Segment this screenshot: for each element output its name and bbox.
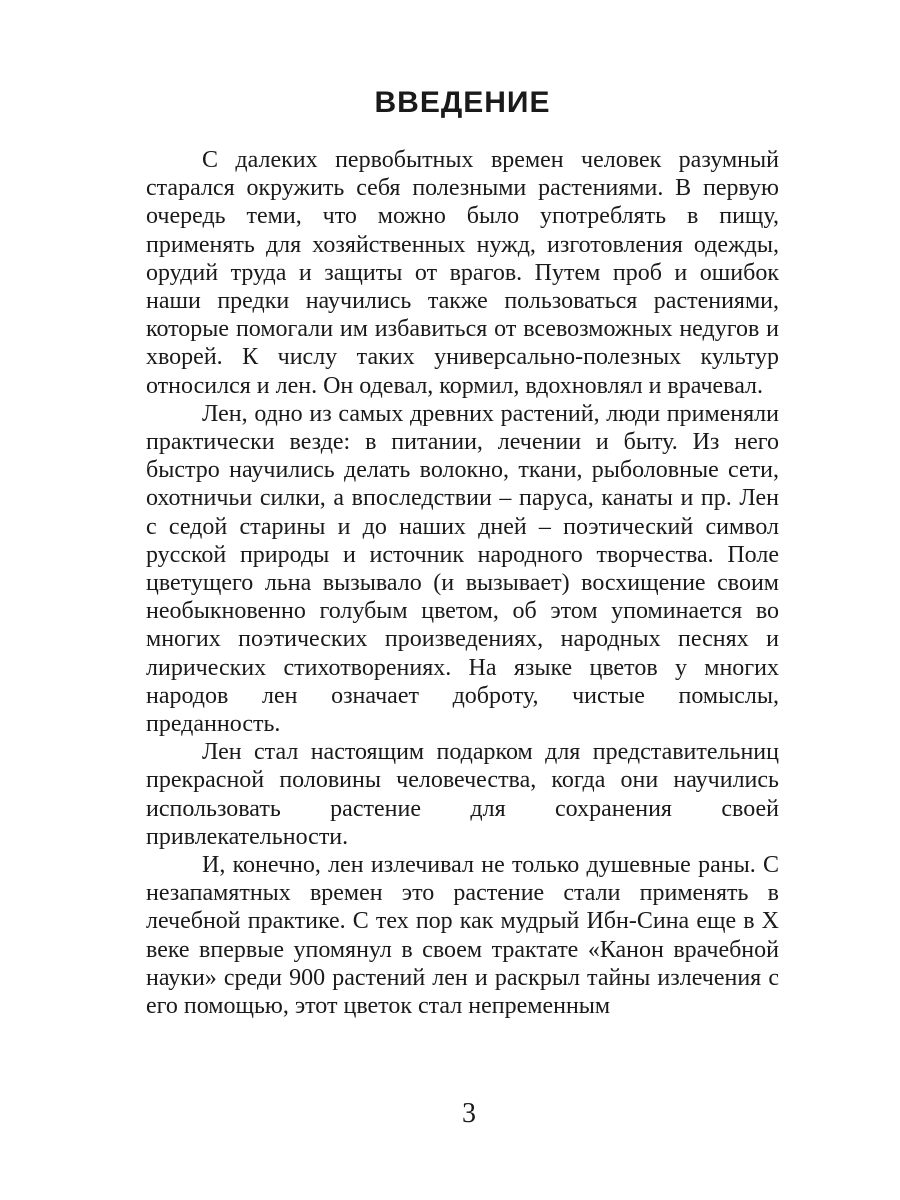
page-number: 3 bbox=[462, 1098, 476, 1129]
paragraph-flax-medicine: И, конечно, лен излечивал не только душевные раны. С незапамятных времен это растение стали применять в лечебной практике. С тех пор как мудрый Ибн-Сина еще в X веке впервые упомянул в своем трактате «Канон врачебной науки» среди 900 растений лен и раскрыл тайны излечения с его помощью, этот цветок стал непременным bbox=[146, 852, 779, 1020]
page-title: ВВЕДЕНИЕ bbox=[374, 86, 551, 119]
paragraph-flax-history: Лен, одно из самых древних растений, люди применяли практически везде: в питании, лечении и быту. Из него быстро научились делать волокно, ткани, рыболовные сети, охотничьи силки, а впоследствии – паруса, канаты и пр. Лен с седой старины и до наших дней – поэтический символ русской природы и источник народного творчества. Поле цветущего льна вызывало (и вызывает) восхищение своим необыкновенно голубым цветом, об этом упоминается во многих поэтических произведениях, народных песнях и лирических стихотворениях. На языке цветов у многих народов лен означает доброту, чистые помыслы, преданность. bbox=[146, 400, 779, 738]
body-text bbox=[146, 146, 779, 1020]
paragraph-flax-beauty: Лен стал настоящим подарком для представительниц прекрасной половины человечества, когда они научились использовать растение для сохранения своей привлекательности. bbox=[146, 739, 779, 850]
paragraph-intro: С далеких первобытных времен человек разумный старался окружить себя полезными растениями. В первую очередь теми, что можно было употреблять в пищу, применять для хозяйственных нужд, изготовления одежды, орудий труда и защиты от врагов. Путем проб и ошибок наши предки научились также пользоваться растениями, которые помогали им избавиться от всевозможных недугов и хворей. К числу таких универсально-полезных культур относился и лен. Он одевал, кормил, вдохновлял и врачевал. bbox=[146, 147, 779, 399]
